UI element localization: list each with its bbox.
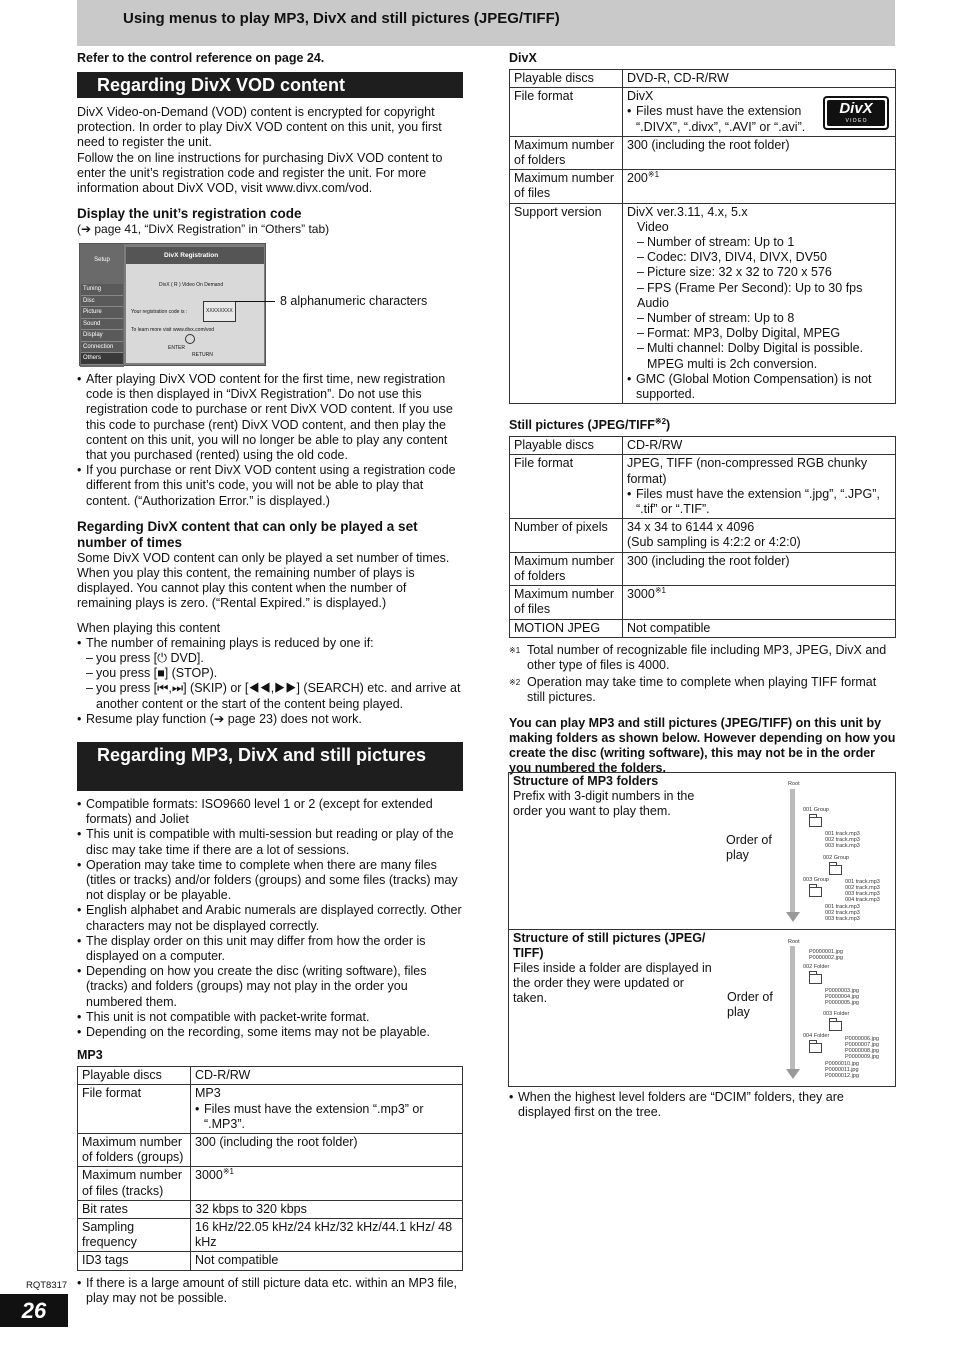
table-row <box>78 1219 463 1252</box>
table-key: File format <box>78 1085 191 1134</box>
table-value: DVD-R, CD-R/RW <box>623 70 896 88</box>
footnote-text: Operation may take time to complete when playing TIFF format still pictures. <box>527 675 877 705</box>
table-value: 32 kbps to 320 kbps <box>191 1200 463 1218</box>
footnote-2 <box>509 675 896 705</box>
when-bullets <box>77 636 463 651</box>
structure-after <box>509 1090 895 1120</box>
setup-menu <box>81 284 123 365</box>
return-label: RETURN <box>192 352 213 358</box>
callout-line <box>235 301 275 302</box>
divx-spec-table <box>509 69 896 404</box>
tree-folder-label: 002 Group <box>823 855 849 861</box>
setup-menu-item: Sound <box>81 319 123 331</box>
tree-folder-label: 004 Folder <box>803 1033 830 1039</box>
condition-skip-search: – you press [⏮,⏭] (SKIP) or [◀◀,▶▶] (SEARCH) etc. and arrive at another content or the start of the content being played. <box>77 681 463 711</box>
table-value: 300 (including the root folder) <box>623 552 896 585</box>
model-number: RQT8317 <box>26 1280 68 1291</box>
table-row <box>78 1200 463 1218</box>
table-key: MOTION JPEG <box>510 619 623 637</box>
video-label: Video <box>637 219 669 234</box>
section-heading-mp3: Regarding MP3, DivX and still pictures <box>77 742 463 791</box>
video-specs <box>627 235 891 296</box>
table-value: 300 (including the root folder) <box>191 1134 463 1167</box>
mp3-section-body <box>77 797 463 1306</box>
still-structure-desc: Files inside a folder are displayed in the order they were updated or taken. <box>513 961 712 1006</box>
table-row <box>510 619 896 637</box>
table-row <box>78 1167 463 1200</box>
setup-menu-item: Disc <box>81 296 123 308</box>
divx-vod-intro: DivX Video-on-Demand (VOD) content is encrypted for copyright protection. In order to play DivX VOD content on this unit, you first need to register the unit. <box>77 105 442 150</box>
table-key: Playable discs <box>510 437 623 455</box>
vod-line: DivX ( R ) Video On Demand <box>159 282 224 288</box>
still-order-label: Order of play <box>727 990 773 1019</box>
mp3-table-label: MP3 <box>77 1048 103 1063</box>
when-bullet-2: • Resume play function (➔ page 23) does not work. <box>77 712 463 727</box>
registration-code-line <box>131 305 264 320</box>
table-row <box>78 1252 463 1270</box>
tree-root: Root <box>788 939 800 945</box>
display-code-ref: (➔ page 41, “DivX Registration” in “Others” tab) <box>77 222 330 237</box>
table-value <box>623 88 896 137</box>
tree-file-list: P0000001.jpg P0000002.jpg <box>809 949 843 961</box>
footnote-marker: ※1 <box>654 586 666 596</box>
vod-bullets <box>77 372 463 509</box>
tree-folder-label: 003 Folder <box>823 1011 850 1017</box>
mp3-structure-desc: Prefix with 3-digit numbers in the order you want to play them. <box>513 789 695 819</box>
mp3-bullet-4: • English alphabet and Arabic numerals are displayed correctly. Other characters may not be displayed correctly. <box>77 903 463 933</box>
condition-stop: – you press [■] (STOP). <box>77 666 463 681</box>
divx-logo-text: DivX <box>839 100 873 118</box>
mp3-after-bullet: • If there is a large amount of still picture data etc. within an MP3 file, play may not be possible. <box>77 1276 463 1306</box>
mp3-structure-text <box>513 774 713 819</box>
folder-icon <box>809 887 822 897</box>
table-key: File format <box>510 88 623 137</box>
footnote-1 <box>509 643 896 673</box>
format-name: MP3 <box>195 1086 221 1101</box>
table-row <box>510 552 896 585</box>
format-name: JPEG, TIFF (non-compressed RGB chunky format) <box>627 456 868 486</box>
folder-icon <box>809 817 822 827</box>
tree-folder-label: 002 Folder <box>803 964 830 970</box>
vod-bullet-2: • If you purchase or rent DivX VOD content using a registration code different from this unit’s code, you will not be able to play that content. (“Authorization Error.” is displayed.) <box>77 463 463 509</box>
mp3-bullet-8: • Depending on the recording, some items may not be playable. <box>77 1025 463 1040</box>
registration-code-value: XXXXXXXX <box>203 301 236 322</box>
mp3-bullet-5: • The display order on this unit may differ from how the order is displayed on a computer. <box>77 934 463 964</box>
folder-icon <box>809 1043 822 1053</box>
right-column <box>509 51 896 776</box>
table-value: Not compatible <box>623 619 896 637</box>
footnote-text: Total number of recognizable file including MP3, JPEG, DivX and other type of files is 4000. <box>527 642 887 672</box>
table-row <box>510 88 896 137</box>
mp3-order-arrow <box>790 789 795 913</box>
table-key: Maximum number of folders <box>510 552 623 585</box>
table-row <box>510 455 896 519</box>
setup-menu-item: Tuning <box>81 284 123 296</box>
footnote-marker: ※1 <box>647 170 660 180</box>
divx-logo-badge <box>827 100 885 126</box>
list-item: – Number of stream: Up to 1 <box>628 235 891 250</box>
folder-icon <box>829 865 842 875</box>
footnote-mark: ※2 <box>509 678 521 688</box>
divx-table-label: DivX <box>509 51 537 65</box>
left-column <box>77 72 463 237</box>
tree-folder-label: 003 Group <box>803 877 829 883</box>
table-row <box>510 170 896 203</box>
setup-label: Setup <box>94 257 110 263</box>
divx-logo <box>823 96 889 130</box>
still-spec-table <box>509 436 896 637</box>
table-row <box>510 437 896 455</box>
table-key: Playable discs <box>78 1067 191 1085</box>
header-band <box>77 0 895 46</box>
mp3-after-bullets <box>77 1276 463 1306</box>
table-value: 300 (including the root folder) <box>623 136 896 169</box>
still-label-text: Still pictures (JPEG/TIFF <box>509 418 655 433</box>
table-key: Number of pixels <box>510 519 623 552</box>
table-value <box>623 455 896 519</box>
dcim-note: • When the highest level folders are “DCIM” folders, they are displayed first on the tree. <box>509 1090 895 1120</box>
table-value <box>623 170 896 203</box>
format-extension-note: • Files must have the extension “.DIVX”, “.divx”, “.AVI” or “.avi”. <box>627 104 815 134</box>
table-key: Maximum number of files (tracks) <box>78 1167 191 1200</box>
enter-button-icon <box>185 334 195 344</box>
mp3-spec-table <box>77 1066 463 1270</box>
support-version: DivX ver.3.11, 4.x, 5.x <box>627 204 748 219</box>
enter-label: ENTER <box>168 345 185 351</box>
reduce-conditions <box>77 651 463 712</box>
format-extension-note: • Files must have the extension “.mp3” or “.MP3”. <box>195 1102 458 1132</box>
arrow-down-icon <box>786 912 800 922</box>
table-key: Bit rates <box>78 1200 191 1218</box>
table-key: File format <box>510 455 623 519</box>
when-bullets-2 <box>77 712 463 727</box>
tree-file-list: P0000010.jpg P0000011.jpg P0000012.jpg <box>825 1061 859 1079</box>
registration-panel <box>126 247 264 363</box>
audio-label: Audio <box>637 295 669 310</box>
max-files-value: 3000 <box>195 1168 223 1183</box>
table-row <box>510 203 896 404</box>
divx-vod-intro-2: Follow the on line instructions for purchasing DivX VOD content to enter the unit’s registration code and register the unit. For more information about DivX VOD, visit www.divx.com/vod. <box>77 150 443 196</box>
still-order-arrow <box>790 946 795 1070</box>
set-number-heading: Regarding DivX content that can only be played a set number of times <box>77 518 418 550</box>
mp3-bullet-3: • Operation may take time to complete when there are many files (titles or tracks) and/or folders (groups) and some files (tracks) may not display or be playable. <box>77 858 463 904</box>
list-item: – FPS (Frame Per Second): Up to 30 fps <box>628 281 891 296</box>
condition-power: – you press [⏻ DVD]. <box>77 651 463 666</box>
tree-folder-label: 001 Group <box>803 807 829 813</box>
left-column-continued <box>77 372 463 727</box>
tree-root: Root <box>788 781 800 787</box>
arrow-down-icon <box>786 1069 800 1079</box>
pixels-range: 34 x 34 to 6144 x 4096 <box>627 520 755 535</box>
mp3-order-label: Order of play <box>726 833 772 862</box>
setup-menu-item: Picture <box>81 307 123 319</box>
section-heading-divx-vod: Regarding DivX VOD content <box>77 72 463 98</box>
tree-file-list: 001 track.mp3 002 track.mp3 003 track.mp3 004 track.mp3 <box>845 879 880 903</box>
footnote-mark: ※1 <box>509 645 521 655</box>
still-structure-title: Structure of still pictures (JPEG/ TIFF) <box>513 931 706 960</box>
set-number-text: Some DivX VOD content can only be played a set number of times. When you play this content, the remaining number of plays is displayed. You cannot play this content when the number of remaining plays is zero. (“Rental Expired.” is displayed.) <box>77 550 450 611</box>
mp3-bullet-2: • This unit is compatible with multi-session but reading or play of the disc may take time if there are a lot of sessions. <box>77 827 463 857</box>
list-item: – Format: MP3, Dolby Digital, MPEG <box>628 326 891 341</box>
tree-file-list: 001 track.mp3 002 track.mp3 003 track.mp3 <box>825 904 860 922</box>
when-bullet-1: • The number of remaining plays is reduced by one if: <box>77 636 463 651</box>
tree-file-list: P0000003.jpg P0000004.jpg P0000005.jpg <box>825 988 859 1006</box>
gmc-note: • GMC (Global Motion Compensation) is not supported. <box>627 372 891 402</box>
mp3-bullet-1: • Compatible formats: ISO9660 level 1 or 2 (except for extended formats) and Joliet <box>77 797 463 827</box>
table-value: CD-R/RW <box>191 1067 463 1085</box>
footnote-marker: ※2 <box>654 417 667 427</box>
table-value: Not compatible <box>191 1252 463 1270</box>
setup-menu-item: Display <box>81 330 123 342</box>
table-value <box>623 203 896 404</box>
table-key: Support version <box>510 203 623 404</box>
table-key: Maximum number of files <box>510 170 623 203</box>
max-files-value: 200 <box>627 171 648 186</box>
folder-icon <box>829 1021 842 1031</box>
still-structure-box <box>508 929 896 1087</box>
learn-more-line: To learn more visit www.divx.com/vod <box>131 327 215 333</box>
max-files-value: 3000 <box>627 587 655 602</box>
table-row <box>510 70 896 88</box>
page-number: 26 <box>0 1294 68 1327</box>
control-reference: Refer to the control reference on page 24. <box>77 51 325 65</box>
table-value <box>623 586 896 619</box>
list-item: – Picture size: 32 x 32 to 720 x 576 <box>628 265 891 280</box>
still-structure-text <box>513 931 717 1007</box>
tree-file-list: P0000006.jpg P0000007.jpg P0000008.jpg P0000009.jpg <box>845 1036 879 1060</box>
callout-label: 8 alphanumeric characters <box>280 294 428 308</box>
table-row <box>510 586 896 619</box>
table-value <box>191 1085 463 1134</box>
table-row <box>78 1085 463 1134</box>
setup-menu-item: Connection <box>81 342 123 354</box>
table-key: Maximum number of folders <box>510 136 623 169</box>
audio-specs <box>627 311 891 372</box>
table-key: Sampling frequency <box>78 1219 191 1252</box>
sub-sampling: (Sub sampling is 4:2:2 or 4:2:0) <box>627 535 801 550</box>
mp3-structure-title: Structure of MP3 folders <box>513 774 659 788</box>
table-row <box>510 136 896 169</box>
still-label-end: ) <box>666 418 671 433</box>
table-key: Playable discs <box>510 70 623 88</box>
list-item: – Number of stream: Up to 8 <box>628 311 891 326</box>
structure-intro: You can play MP3 and still pictures (JPEG/TIFF) on this unit by making folders as shown below. However depending on how you create the disc (writing software), this may not be in the order you numbered the folders. <box>509 715 896 776</box>
table-key: ID3 tags <box>78 1252 191 1270</box>
format-extension-note: • Files must have the extension “.jpg”, “.JPG”, “.tif” or “.TIF”. <box>627 487 891 517</box>
table-row <box>78 1067 463 1085</box>
registration-code-label: Your registration code is : <box>131 309 188 315</box>
page-header-title: Using menus to play MP3, DivX and still pictures (JPEG/TIFF) <box>123 10 560 27</box>
registration-screen <box>79 243 266 366</box>
mp3-bullet-7: • This unit is not compatible with packet-write format. <box>77 1010 463 1025</box>
table-value: 16 kHz/22.05 kHz/24 kHz/32 kHz/44.1 kHz/ 48 kHz <box>191 1219 463 1252</box>
registration-title: DivX Registration <box>126 247 264 264</box>
tree-file-list: 001 track.mp3 002 track.mp3 003 track.mp3 <box>825 831 860 849</box>
when-playing-label: When playing this content <box>77 620 221 635</box>
vod-bullet-1: • After playing DivX VOD content for the first time, new registration code is then displayed in “DivX Registration”. Do not use this registration code to purchase or rent DivX VOD content. If you use this code to purchase (rent) DivX VOD content, and then play the content on this unit, you will no longer be able to play any content that you purchased (rented) using the old code. <box>77 372 463 463</box>
list-item: – Multi channel: Dolby Digital is possible. MPEG multi is 2ch conversion. <box>628 341 891 371</box>
divx-logo-subtext: V I D E O <box>845 118 867 125</box>
mp3-bullets <box>77 797 463 1040</box>
display-code-heading: Display the unit’s registration code <box>77 206 302 222</box>
still-table-label <box>509 418 896 433</box>
list-item: – Codec: DIV3, DIV4, DIVX, DV50 <box>628 250 891 265</box>
table-value <box>623 519 896 552</box>
footnote-marker: ※1 <box>222 1167 234 1177</box>
table-row <box>510 519 896 552</box>
table-row <box>78 1134 463 1167</box>
folder-icon <box>809 974 822 984</box>
mp3-bullet-6: • Depending on how you create the disc (writing software), files (tracks) and folders (groups) may not play in the order you numbered them. <box>77 964 463 1010</box>
table-key: Maximum number of folders (groups) <box>78 1134 191 1167</box>
mp3-structure-box <box>508 772 896 930</box>
setup-sidebar <box>80 244 124 367</box>
table-value <box>191 1167 463 1200</box>
format-name: DivX <box>627 89 654 104</box>
setup-menu-item: Others <box>81 353 123 365</box>
table-value: CD-R/RW <box>623 437 896 455</box>
table-key: Maximum number of files <box>510 586 623 619</box>
